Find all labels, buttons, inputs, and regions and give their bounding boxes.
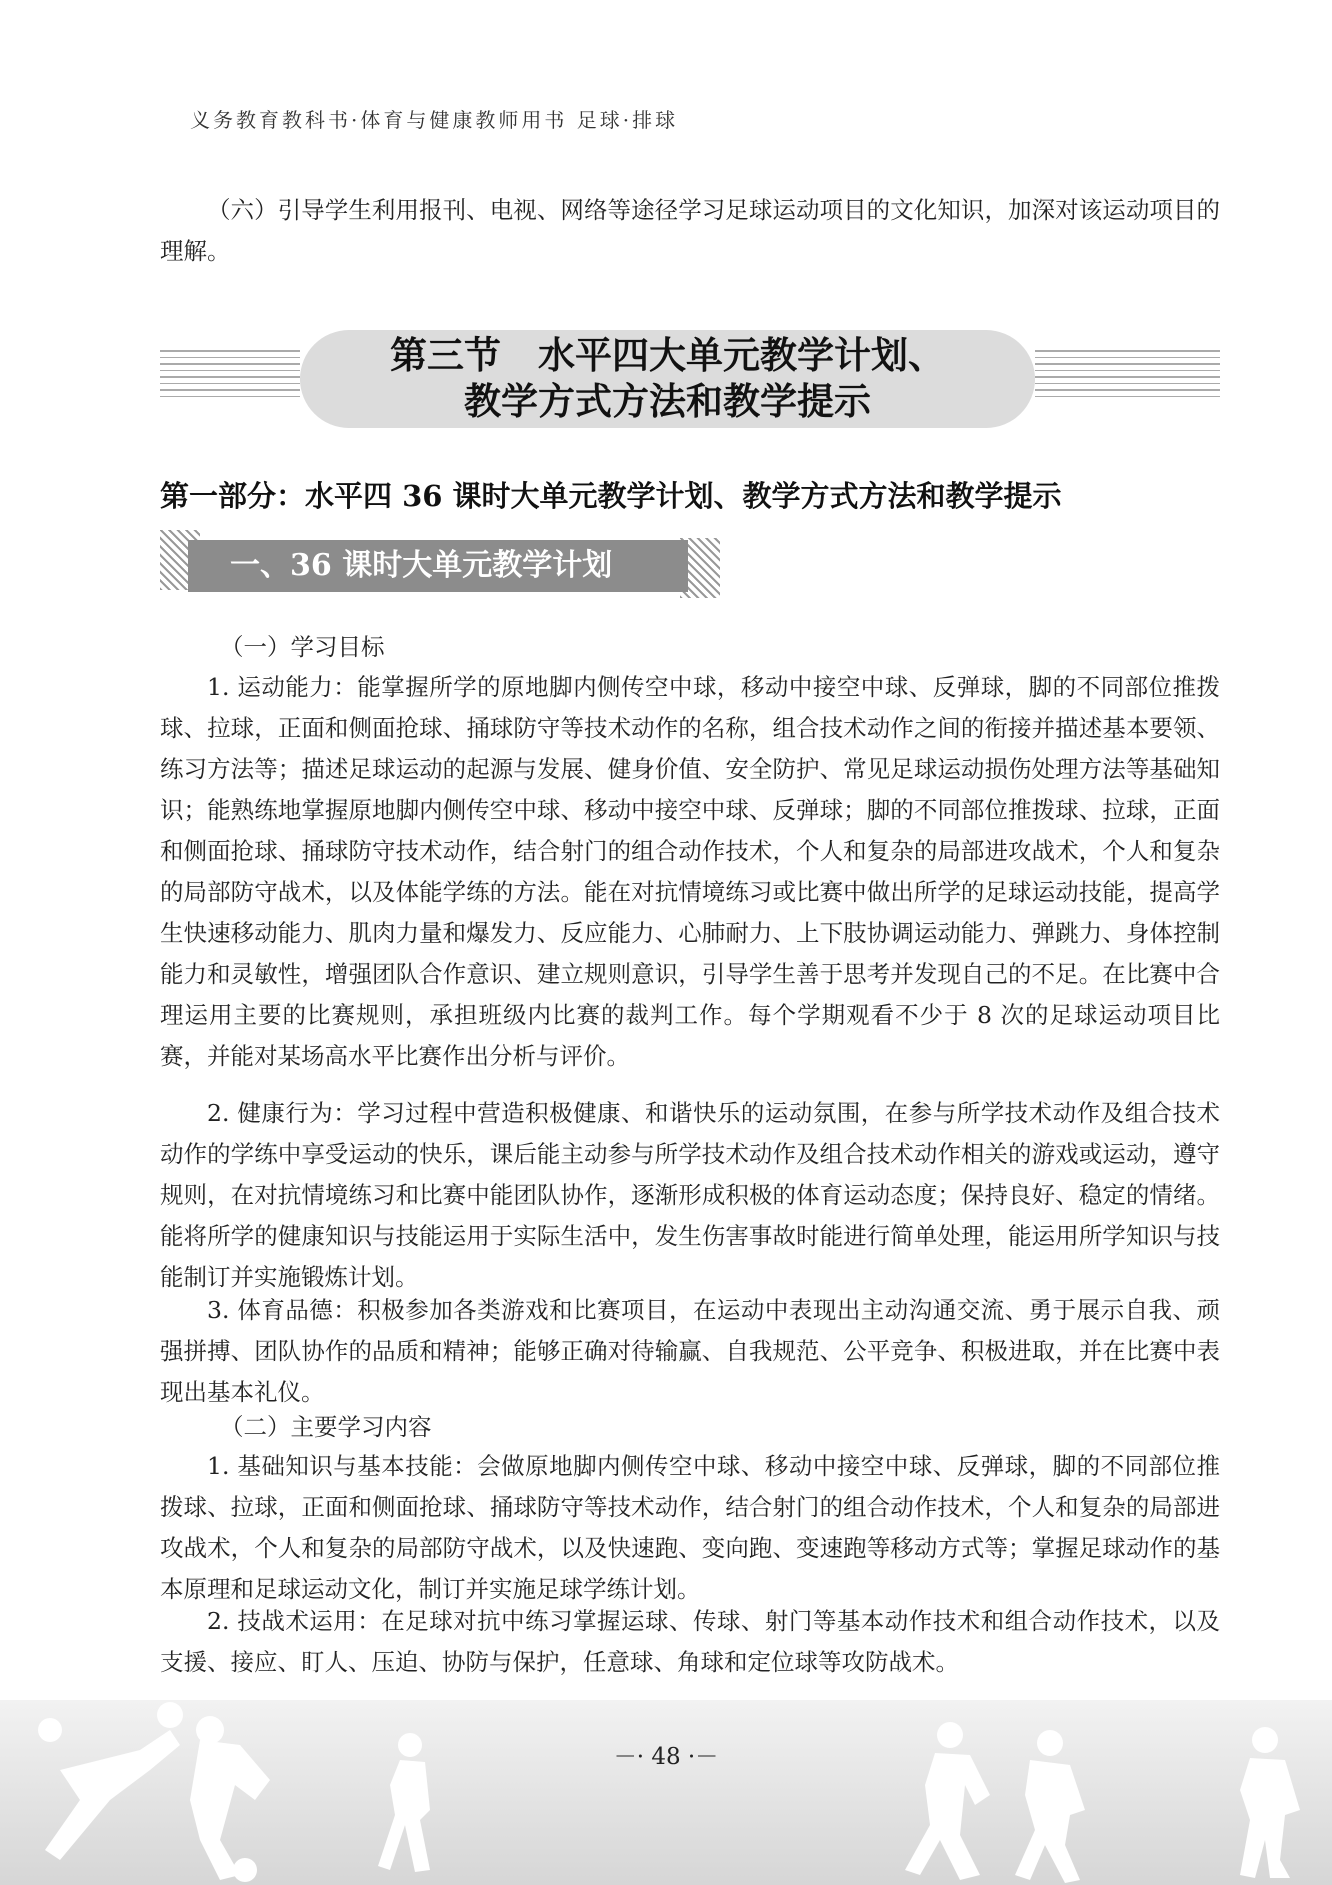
running-head: 义务教育教科书·体育与健康教师用书 足球·排球 [190, 108, 679, 132]
intro-paragraph: （六）引导学生利用报刊、电视、网络等途径学习足球运动项目的文化知识，加深对该运动项目的理解。 [160, 196, 1220, 265]
objective-item: 1. 运动能力：能掌握所学的原地脚内侧传空中球，移动中接空中球、反弹球，脚的不同部位推拨球、拉球，正面和侧面抢球、捅球防守等技术动作的名称，组合技术动作之间的衔接并描述基本要领、练习方法等；描述足球运动的起源与发展、健身价值、安全防护、常见足球运动损伤处理方法等基础知识；能熟练地掌握原地脚内侧传空中球、移动中接空中球、反弹球；脚的不同部位推拨球、拉球，正面和侧面抢球、捅球防守技术动作，结合射门的组合动作技术，个人和复杂的局部进攻战术，个人和复杂的局部防守战术，以及体能学练的方法。能在对抗情境练习或比赛中做出所学的足球运动技能，提高学生快速移动能力、肌肉力量和爆发力、反应能力、心肺耐力、上下肢协调运动能力、弹跳力、身体控制能力和灵敏性，增强团队合作意识、建立规则意识，引导学生善于思考并发现自己的不足。在比赛中合理运用主要的比赛规则，承担班级内比赛的裁判工作。每个学期观看不少于 8 次的足球运动项目比赛，并能对某场高水平比赛作出分析与评价。 [160, 673, 1220, 1070]
banner-lines-left [160, 350, 300, 410]
section-title: 第三节 水平四大单元教学计划、 教学方式方法和教学提示 [390, 333, 945, 423]
content-item: 2. 技战术运用：在足球对抗中练习掌握运球、传球、射门等基本动作技术和组合动作技术，以及支援、接应、盯人、压迫、协防与保护，任意球、角球和定位球等攻防战术。 [160, 1607, 1220, 1676]
soccer-player-silhouettes-icon [20, 1690, 340, 1885]
content-heading: （二）主要学习内容 [220, 1413, 432, 1441]
part-title: 第一部分：水平四 36 课时大单元教学计划、教学方式方法和教学提示 [160, 479, 1062, 513]
objective-item: 2. 健康行为：学习过程中营造积极健康、和谐快乐的运动氛围，在参与所学技术动作及组合技术动作的学练中享受运动的快乐，课后能主动参与所学技术动作及组合技术动作相关的游戏或运动，遵守规则，在对抗情境练习和比赛中能团队协作，逐渐形成积极的体育运动态度；保持良好、稳定的情绪。能将所学的健康知识与技能运用于实际生活中，发生伤害事故时能进行简单处理，能运用所学知识与技能制订并实施锻炼计划。 [160, 1099, 1220, 1291]
content-item: 1. 基础知识与基本技能：会做原地脚内侧传空中球、移动中接空中球、反弹球，脚的不同部位推拨球、拉球，正面和侧面抢球、捅球防守等技术动作，结合射门的组合动作技术，个人和复杂的局部进攻战术，个人和复杂的局部防守战术，以及快速跑、变向跑、变速跑等移动方式等；掌握足球动作的基本原理和足球运动文化，制订并实施足球学练计划。 [160, 1452, 1220, 1603]
objectives-heading: （一）学习目标 [220, 633, 385, 661]
banner-lines-right [1035, 350, 1220, 410]
subsection-title: 一、36 课时大单元教学计划 [230, 548, 613, 583]
objective-item: 3. 体育品德：积极参加各类游戏和比赛项目，在运动中表现出主动沟通交流、勇于展示自我、顽强拼搏、团队协作的品质和精神；能够正确对待输赢、自我规范、公平竞争、积极进取，并在比赛中表现出基本礼仪。 [160, 1296, 1220, 1406]
page-number: －· 48 ·－ [613, 1744, 719, 1770]
